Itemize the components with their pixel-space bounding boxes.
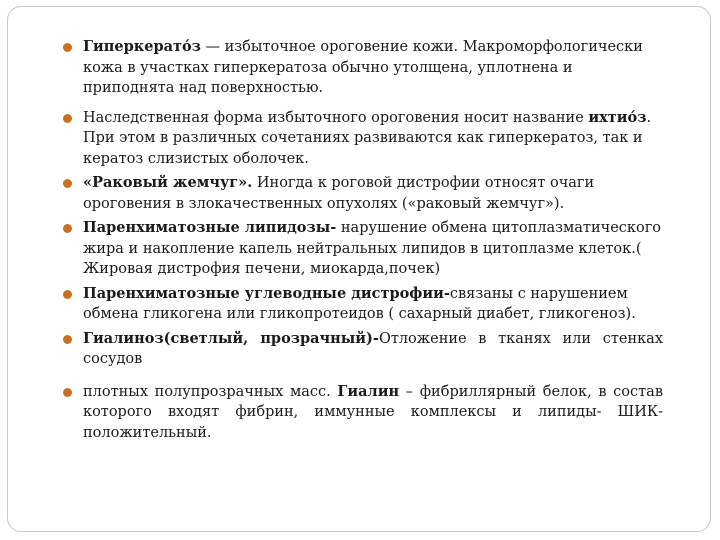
bullet-marker (63, 114, 72, 123)
bullet-marker (63, 43, 72, 52)
bullet-text: связаны с нарушением обмена гликогена или гликопротеидов ( сахарный диабет, гликогеноз). (83, 285, 636, 322)
bullet-carbohydrate-dystrophy (63, 284, 663, 325)
term-hyperkeratosis: Гиперкерато́з (83, 38, 201, 55)
term-hyalinosis: Гиалиноз(светлый, прозрачный)- (83, 329, 379, 347)
term-carbohydrate-dystrophy: Паренхиматозные углеводные дистрофии- (83, 284, 450, 302)
term-cancer-pearl: «Раковый жемчуг». (83, 174, 253, 191)
bullet-text-pre: Наследственная форма избыточного ороговения носит название (83, 109, 589, 126)
bullet-cancer-pearl (63, 173, 663, 214)
hyalinosis-line-1 (83, 329, 663, 350)
bullet-marker (63, 388, 72, 397)
bullet-text: Иногда к роговой дистрофии относят очаги ороговения в злокачественных опухолях («раковый жемчуг»). (83, 175, 595, 212)
term-hyaline: Гиалин (337, 382, 400, 400)
bullet-marker (63, 179, 72, 188)
bullet-list (63, 37, 663, 443)
bullet-hyaline (63, 382, 663, 444)
hyalinosis-line-2: сосудов (83, 351, 143, 367)
bullet-text: — избыточное ороговение кожи. Макроморфологически кожа в участках гиперкератоза обычно утолщена, уплотнена и приподнята над поверхностью. (83, 39, 643, 96)
bullet-hyperkeratosis (63, 37, 663, 99)
term-lipidoses: Паренхиматозные липидозы- (83, 219, 337, 236)
bullet-text: Отложение в тканях или стенках (378, 330, 663, 347)
term-ichthyosis: ихтио́з (588, 108, 647, 126)
bullet-text: – фибриллярный белок, в состав которого входят фибрин, иммунные комплексы и липиды- ШИК-положительный. (83, 383, 663, 441)
bullet-text: нарушение обмена цитоплазматического жира и накопление капель нейтральных липидов в цитоплазме клеток.( Жировая дистрофия печени, миокарда,почек) (83, 220, 662, 277)
bullet-marker (63, 224, 72, 233)
bullet-hyalinosis (63, 329, 663, 370)
bullet-lipidoses (63, 218, 663, 280)
bullet-marker (63, 335, 72, 344)
bullet-marker (63, 290, 72, 299)
bullet-text-pre: плотных полупрозрачных масс. (83, 383, 338, 400)
bullet-text: . При этом в различных сочетаниях развиваются как гиперкератоз, так и кератоз слизистых оболочек. (83, 109, 652, 167)
bullet-ichthyosis (63, 108, 663, 170)
